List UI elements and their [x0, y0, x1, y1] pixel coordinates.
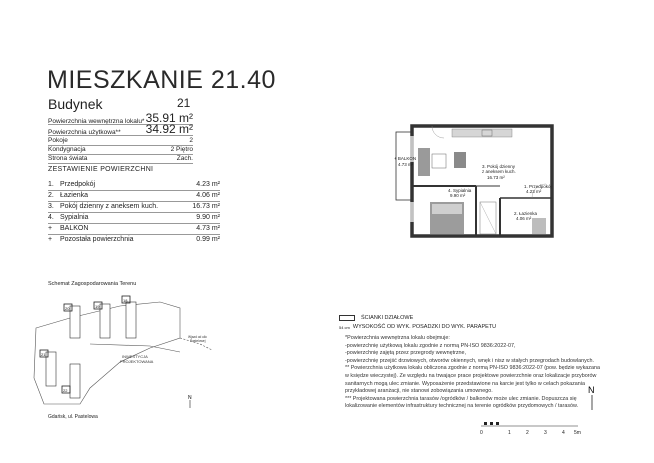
- site-building-number: 21: [41, 352, 46, 357]
- wall-swatch-icon: [339, 315, 355, 321]
- detail-label: Powierzchnia użytkowa**: [48, 129, 121, 136]
- note-line: ** Powierzchnia użytkowa lokalu obliczona zgodnie z normą PN-ISO 9836:2022-07 (pow. będzie wykazana: [345, 365, 600, 372]
- site-building-number: 18: [123, 298, 128, 303]
- scale-tick: 0: [480, 430, 483, 436]
- city-address: Gdańsk, ul. Pastelowa: [48, 414, 98, 420]
- surface-item: [48, 192, 220, 199]
- surface-item: [48, 214, 220, 221]
- site-access-label-2: Pastelowej: [190, 339, 206, 343]
- site-building: [70, 364, 80, 398]
- surface-label: Przedpokój: [60, 181, 96, 188]
- surfaces-title: ZESTAWIENIE POWIERZCHNI: [48, 166, 154, 173]
- surface-num: 1.: [48, 181, 54, 188]
- detail-label: Powierzchnia wewnętrzna lokalu*: [48, 118, 145, 125]
- site-plan-title: Schemat Zagospodarowania Terenu: [48, 281, 137, 287]
- note-line: sanitarnych mogą ulec zmianie. Wyposażenie przedstawione na karcie jest tylko w celach pokazania: [345, 380, 585, 387]
- scale-tick: 5m: [574, 430, 581, 436]
- surface-num: 4.: [48, 214, 54, 221]
- detail-label: Pokoje: [48, 137, 68, 144]
- note-line: lokalizowanie elementów infrastruktury technicznej na terenie ogródków przydomowych / tarasów.: [345, 403, 579, 410]
- plan-balkon-label: + BALKON: [394, 156, 417, 161]
- detail-label: Kondygnacja: [48, 146, 86, 153]
- site-access-label: Wjazd od ulic: [188, 335, 207, 339]
- note-line: -powierzchnię zajętą przez przegrody wewnętrzne,: [345, 350, 467, 357]
- note-line: -powierzchnię przejść drzwiowych, otworów okiennych, wnęk i nisz w stałych przegrodach budowlanych.: [345, 357, 594, 364]
- scale-tick: 2: [526, 430, 529, 436]
- legend-sill-label: WYSOKOŚĆ OD WYK. POSADZKI DO WYK. PARAPETU: [352, 324, 497, 330]
- surface-num: +: [48, 225, 53, 232]
- surface-value: 16.73 m²: [192, 203, 220, 210]
- building-label: Budynek: [48, 96, 103, 112]
- scale-tick: 3: [544, 430, 547, 436]
- surface-value: 0.99 m²: [196, 236, 220, 243]
- detail-label: Strona świata: [48, 155, 88, 162]
- plan-room3-area: 16.73 m²: [487, 175, 505, 180]
- plan-room1-area: 4.23 m²: [526, 189, 542, 194]
- scale-bar: [478, 418, 588, 438]
- detail-value: Zach.: [176, 155, 193, 162]
- detail-row: [48, 137, 193, 144]
- site-building-number: 22: [63, 388, 68, 393]
- note-line: -powierzchnię użytkową lokalu zgodnie z normą PN-ISO 9836:2022-07,: [345, 342, 516, 349]
- plan-room4-label: 4. Sypialnia: [448, 188, 472, 193]
- north-label: N: [588, 385, 595, 395]
- divider: [48, 190, 220, 191]
- detail-value: 2 Piętro: [170, 146, 193, 153]
- plan-room4-area: 9.90 m²: [450, 193, 466, 198]
- surface-item: [48, 181, 220, 188]
- legend-sill-prefix: 54 cm: [339, 324, 350, 330]
- north-arrow-icon: [586, 384, 598, 410]
- site-plan: [30, 288, 220, 410]
- surface-label: Łazienka: [60, 192, 89, 199]
- surface-value: 4.06 m²: [196, 192, 220, 199]
- legend-walls-label: ŚCIANKI DZIAŁOWE: [361, 315, 414, 321]
- detail-row: [48, 146, 193, 153]
- detail-value: 35.91 m²: [145, 111, 193, 125]
- plan-balkon-area: 4.73 m²: [398, 162, 414, 167]
- plan-room3-label: 3. Pokój dzienny: [482, 164, 516, 169]
- divider: [48, 163, 193, 164]
- surface-item: [48, 203, 220, 210]
- plan-room3-label-2: z aneksem kuch.: [482, 169, 516, 174]
- site-investment-label: INWESTYCJA: [122, 354, 148, 359]
- surface-label: BALKON: [60, 225, 89, 232]
- divider: [48, 135, 193, 136]
- detail-row: [48, 155, 193, 162]
- building-number: 21: [177, 96, 191, 110]
- divider: [48, 212, 220, 213]
- surface-value: 4.73 m²: [196, 225, 220, 232]
- note-line: *Powierzchnia wewnętrzna lokalu obejmuje:: [345, 335, 450, 341]
- surface-label: Pokój dzienny z aneksem kuch.: [60, 203, 159, 210]
- detail-row: [48, 122, 193, 136]
- surface-item: [48, 236, 220, 243]
- plan-room1-label: 1. Przedpokój: [524, 184, 552, 189]
- scale-tick: 4: [562, 430, 565, 436]
- plan-room2-area: 4.06 m²: [516, 216, 532, 221]
- notes: [345, 335, 600, 411]
- scale-tick: 1: [508, 430, 511, 436]
- site-projected-label: PROJEKTOWANA: [120, 359, 154, 364]
- surface-num: +: [48, 236, 53, 243]
- plan-room2-label: 2. Łazienka: [514, 211, 538, 216]
- legend-walls: [339, 315, 496, 321]
- divider: [48, 201, 220, 202]
- site-building-number: 20: [65, 306, 70, 311]
- surface-item: [48, 225, 220, 232]
- note-line: *** Projektowana powierzchnia tarasów /ogródków / balkonów może ulec zmianie. Dopuszcza się: [345, 395, 577, 402]
- north-label: N: [188, 395, 192, 401]
- site-building-number: 19: [95, 304, 100, 309]
- divider: [48, 223, 220, 224]
- surface-num: 3.: [48, 203, 54, 210]
- divider: [48, 234, 220, 235]
- detail-value: 2: [189, 137, 193, 144]
- surface-label: Pozostała powierzchnia: [60, 236, 134, 243]
- site-building: [126, 302, 136, 338]
- note-line: w księdze wieczystej). Ze względu na trwające prace projektowe powierzchnie oraz lokalizacje przyborów: [345, 372, 597, 379]
- floor-plan: [392, 122, 562, 244]
- detail-value: 34.92 m²: [145, 122, 193, 136]
- legend: [339, 315, 496, 333]
- surface-value: 4.23 m²: [196, 181, 220, 188]
- page-title: MIESZKANIE 21.40: [47, 66, 276, 94]
- legend-sill: [339, 324, 496, 330]
- surface-value: 9.90 m²: [196, 214, 220, 221]
- note-line: przykładowej aranżacji, nie stanowi zobowiązania umownego.: [345, 388, 493, 395]
- surface-num: 2.: [48, 192, 54, 199]
- north-arrow-icon: [186, 394, 196, 408]
- surface-label: Sypialnia: [60, 214, 89, 221]
